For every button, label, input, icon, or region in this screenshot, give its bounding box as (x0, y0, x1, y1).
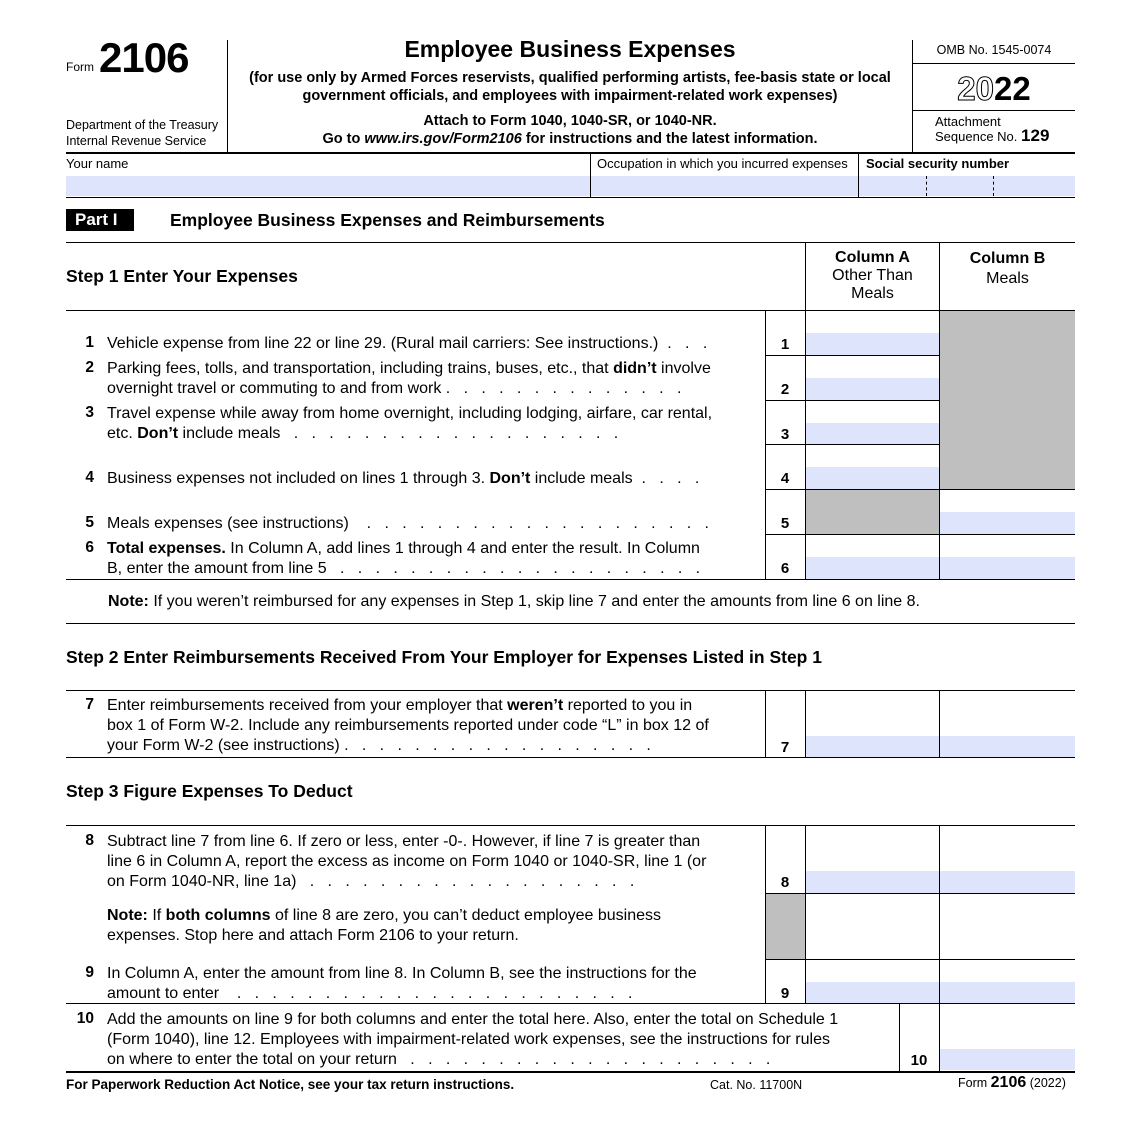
col-b-shade-1-4 (940, 311, 1075, 489)
line-3-text: Travel expense while away from home overnight, including lodging, airfare, car rental, etc. Don’t include meals . . . . . . . . . . . . . . . . . . . (107, 405, 713, 442)
part-1-title: Employee Business Expenses and Reimbursements (170, 210, 605, 230)
line-8-note-shade (766, 894, 805, 959)
attachment-label: Attachment Sequence No. 129 (935, 114, 1050, 145)
irs-url[interactable]: www.irs.gov/Form2106 (364, 131, 522, 147)
step-1-title: Step 1 Enter Your Expenses (66, 266, 298, 286)
line-9-col-b[interactable] (940, 982, 1075, 1003)
box-5: 5 (780, 515, 790, 532)
column-a-header: Column A Other Than Meals (832, 249, 913, 302)
box-10: 10 (910, 1052, 928, 1069)
ssn-label: Social security number (866, 156, 1010, 171)
line-4-number: 4 (85, 469, 94, 486)
line-3-col-a[interactable] (806, 423, 939, 444)
col-a-shade-5 (806, 490, 939, 534)
catalog-number: Cat. No. 11700N (710, 1078, 803, 1092)
line-7-col-a[interactable] (806, 736, 939, 757)
box-8: 8 (780, 874, 790, 891)
box-3: 3 (780, 426, 790, 443)
line-4-text: Business expenses not included on lines 1 through 3. Don’t include meals . . . . (107, 470, 700, 487)
form-subtitle-2: government officials, and employees with impairment-related work expenses) (302, 88, 838, 104)
goto-instruction: Go to www.irs.gov/Form2106 for instructions and the latest information. (322, 131, 818, 147)
attach-instruction: Attach to Form 1040, 1040-SR, or 1040-NR. (423, 113, 717, 129)
line-8-note: Note: If both columns of line 8 are zero, you can’t deduct employee business expenses. Stop here and attach Form 2106 to your return. (107, 907, 662, 944)
line-7-col-b[interactable] (940, 736, 1075, 757)
footer-form-id: Form 2106 (2022) (958, 1074, 1066, 1091)
box-4: 4 (780, 470, 790, 487)
box-7: 7 (780, 739, 790, 756)
line-1-number: 1 (85, 334, 94, 351)
line-8-col-a[interactable] (806, 871, 939, 893)
form-subtitle-1: (for use only by Armed Forces reservists, qualified performing artists, fee-basis state or local (249, 70, 891, 86)
line-6-col-b[interactable] (940, 557, 1075, 579)
line-9-col-a[interactable] (806, 982, 939, 1003)
line-3-number: 3 (85, 404, 94, 421)
line-7-number: 7 (85, 696, 94, 713)
line-6-number: 6 (85, 539, 94, 556)
box-2: 2 (780, 381, 790, 398)
line-6-text: Total expenses. In Column A, add lines 1 through 4 and enter the result. In Column B, enter the amount from line 5 . . . . . . . . . . . . . . . . . . . . . (107, 540, 701, 577)
your-name-label: Your name (66, 156, 129, 171)
line-9-text: In Column A, enter the amount from line 8. In Column B, see the instructions for the amount to enter . . . . . . . . . . . . . . . . . . . . . . . (107, 965, 697, 1002)
line-2-text: Parking fees, tolls, and transportation, including trains, buses, etc., that didn’t involve overnight travel or commuting to and from work . . . . . . . . . . . . . . (107, 360, 711, 397)
box-9: 9 (780, 985, 790, 1002)
dept-treasury: Department of the Treasury (66, 118, 219, 132)
line-10-total[interactable] (940, 1049, 1075, 1070)
line-2-number: 2 (85, 359, 94, 376)
box-6: 6 (780, 560, 790, 577)
line-2-col-a[interactable] (806, 378, 939, 400)
irs-label: Internal Revenue Service (66, 134, 207, 148)
occupation-label: Occupation in which you incurred expenses (597, 156, 848, 171)
line-5-text: Meals expenses (see instructions) . . . . . . . . . . . . . . . . . . . . (107, 515, 709, 532)
paperwork-notice: For Paperwork Reduction Act Notice, see your tax return instructions. (66, 1077, 515, 1092)
omb-number: OMB No. 1545-0074 (936, 43, 1052, 57)
ssn-field[interactable] (859, 176, 1075, 196)
line-8-number: 8 (85, 832, 94, 849)
column-b-header: Column B Meals (969, 250, 1046, 287)
occupation-field[interactable] (591, 176, 858, 196)
line-6-col-a[interactable] (806, 557, 939, 579)
line-4-col-a[interactable] (806, 467, 939, 489)
line-9-number: 9 (85, 964, 94, 981)
form-title: Employee Business Expenses (404, 36, 736, 62)
line-5-number: 5 (85, 514, 94, 531)
line-1-col-a[interactable] (806, 333, 939, 355)
tax-year: 2022 (957, 70, 1031, 107)
your-name-field[interactable] (66, 176, 590, 196)
step-1-note: Note: If you weren’t reimbursed for any expenses in Step 1, skip line 7 and enter the amounts from line 6 on line 8. (108, 593, 920, 610)
line-1-text: Vehicle expense from line 22 or line 29. (Rural mail carriers: See instructions.) . . . (107, 335, 708, 352)
step-2-title: Step 2 Enter Reimbursements Received From Your Employer for Expenses Listed in Step 1 (66, 647, 822, 667)
step-3-title: Step 3 Figure Expenses To Deduct (66, 781, 353, 801)
line-10-text: Add the amounts on line 9 for both columns and enter the total here. Also, enter the total on Schedule 1 (Form 1040), line 12. Employees with impairment-related work expenses, see the instructions for rules on where to enter the total on your return . . . . . . . . . . . . . . . . . . . . . (107, 1011, 839, 1068)
line-8-text: Subtract line 7 from line 6. If zero or less, enter -0-. However, if line 7 is greater than line 6 in Column A, report the excess as income on Form 1040 or 1040-SR, line 1 (or on Form 1040-NR, line 1a) . . . . . . . . . . . . . . . . . . . (107, 833, 707, 890)
line-10-number: 10 (76, 1010, 94, 1027)
line-7-text: Enter reimbursements received from your employer that weren’t reported to you in box 1 of Form W-2. Include any reimbursements reported under code “L” in box 12 of your Form W-2 (see instructions) . . . . . . . . . . . . . . . . . . (107, 697, 709, 754)
box-1: 1 (780, 336, 790, 353)
form-number: 2106 (99, 34, 189, 81)
line-5-col-b[interactable] (940, 512, 1075, 534)
form-label: Form (66, 60, 94, 74)
line-8-col-b[interactable] (940, 871, 1075, 893)
part-1-badge: Part I (66, 209, 134, 231)
